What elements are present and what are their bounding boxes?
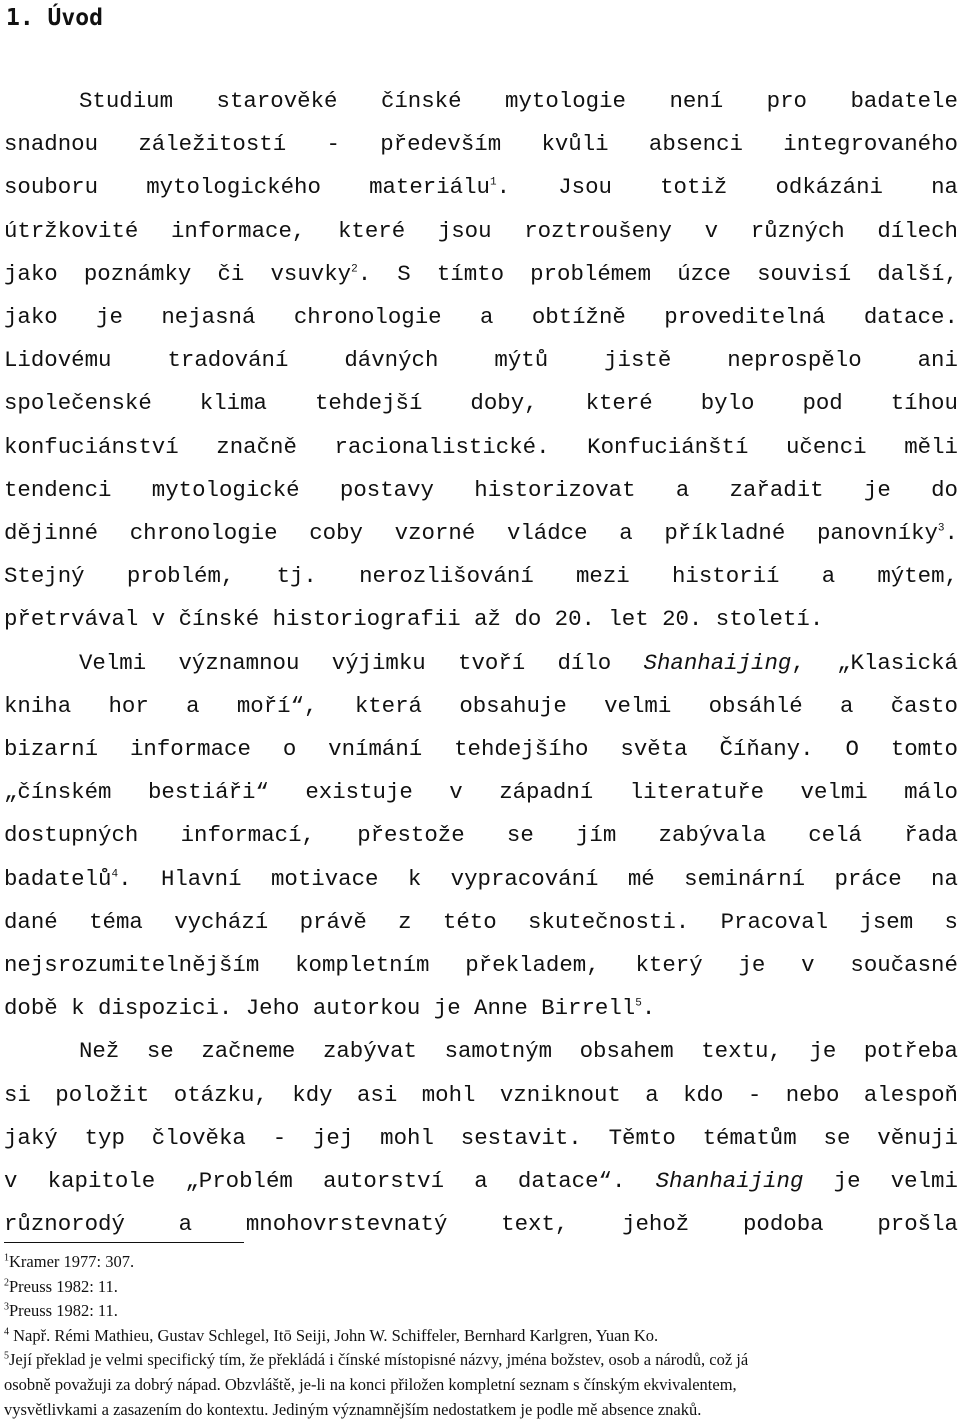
word: panovníky$^3$. bbox=[816, 520, 958, 546]
word: klima bbox=[199, 390, 267, 417]
word: autorství bbox=[323, 1168, 445, 1194]
word: položit bbox=[55, 1081, 150, 1108]
word: „Problém bbox=[185, 1168, 293, 1194]
word: celá bbox=[808, 822, 862, 849]
word: na bbox=[931, 174, 958, 201]
word: kniha bbox=[4, 692, 72, 719]
text-line bbox=[4, 215, 958, 247]
word: nejsrozumitelnějším bbox=[4, 952, 260, 978]
footnote bbox=[4, 1250, 958, 1274]
word: kdy bbox=[292, 1081, 333, 1108]
word: odkázáni bbox=[775, 174, 883, 201]
word: dílo bbox=[557, 649, 612, 676]
word: úzce bbox=[677, 260, 731, 287]
word: jaký bbox=[4, 1124, 58, 1151]
word: let bbox=[608, 606, 649, 633]
word: chronologie bbox=[129, 520, 278, 546]
footnote-number: 4 bbox=[4, 1326, 9, 1338]
text-line bbox=[4, 1122, 958, 1154]
word: se bbox=[146, 1038, 174, 1065]
word: je bbox=[863, 476, 891, 503]
footnote-text: vysvětlivkami a zasazením do kontextu. Jediným významnějším nedostatkem je podle mě absence znaků. bbox=[4, 1399, 702, 1419]
word: čínské bbox=[380, 88, 462, 114]
word: Studium bbox=[79, 88, 174, 114]
text-line bbox=[4, 906, 958, 938]
word: dispozici. bbox=[97, 995, 233, 1022]
text-line bbox=[4, 474, 958, 506]
word: badatelů$^4$. bbox=[4, 865, 132, 892]
word: překladem, bbox=[465, 952, 600, 978]
word: obtížně bbox=[531, 304, 626, 330]
word: dané bbox=[4, 908, 58, 935]
word: Birrell$^5$. bbox=[541, 995, 656, 1022]
word: samotným bbox=[444, 1038, 553, 1065]
word: začneme bbox=[201, 1038, 296, 1065]
footnote-number: 3 bbox=[4, 1301, 9, 1313]
word: mytologické bbox=[151, 476, 300, 503]
word: a bbox=[840, 692, 854, 719]
word: - bbox=[326, 131, 340, 158]
word: dějinné bbox=[4, 520, 99, 546]
word: historiografii bbox=[272, 606, 461, 633]
word: mýtů bbox=[494, 347, 549, 374]
word: přetrvával bbox=[4, 606, 139, 633]
word: světa bbox=[620, 736, 688, 762]
footnote-text: osobně považuji za dobrý nápad. Obzvláště, je-li na konci přiložen kompletní seznam s čínským ekvivalentem, bbox=[4, 1375, 737, 1394]
footnote bbox=[4, 1348, 958, 1372]
word: ani bbox=[917, 347, 958, 374]
word: pro bbox=[766, 88, 807, 114]
word: racionalistické. bbox=[334, 433, 550, 460]
word: vsuvky$^2$. bbox=[270, 260, 372, 287]
word: vzniknout bbox=[499, 1081, 621, 1108]
word: poznámky bbox=[83, 260, 192, 287]
word: moří“, bbox=[236, 692, 318, 719]
text-line bbox=[4, 301, 958, 333]
word: mnohovrstevnatý bbox=[245, 1211, 448, 1238]
word: Shanhaijing bbox=[655, 1168, 804, 1194]
word: kapitole bbox=[47, 1168, 156, 1194]
word: bizarní bbox=[4, 736, 99, 762]
word: motivace bbox=[270, 865, 379, 892]
word: vychází bbox=[174, 908, 269, 935]
word: společenské bbox=[4, 390, 152, 417]
word: právě bbox=[299, 908, 367, 935]
text-line bbox=[4, 776, 958, 808]
word: obsahuje bbox=[459, 692, 567, 719]
word: do bbox=[931, 476, 958, 503]
footnote-text: Preuss 1982: 11. bbox=[9, 1276, 118, 1296]
word: mytologického bbox=[146, 174, 321, 201]
word: útržkovité bbox=[4, 217, 139, 244]
word: prošla bbox=[877, 1211, 958, 1238]
word: mohl bbox=[421, 1081, 476, 1108]
word: roztroušeny bbox=[524, 217, 672, 244]
word: Než bbox=[79, 1038, 120, 1065]
footnote bbox=[4, 1324, 958, 1348]
word: která bbox=[354, 692, 422, 719]
word: vzorné bbox=[394, 520, 476, 546]
text-line bbox=[4, 1165, 958, 1197]
word: se bbox=[823, 1124, 851, 1151]
text-line bbox=[4, 1208, 958, 1240]
text-line bbox=[4, 387, 958, 419]
word: a bbox=[480, 304, 494, 330]
word: Konfuciánští bbox=[587, 433, 749, 460]
word: doby, bbox=[470, 390, 538, 417]
text-line bbox=[4, 733, 958, 765]
text-line bbox=[4, 171, 958, 203]
footnote-number: 5 bbox=[4, 1350, 9, 1362]
word: mytologie bbox=[505, 88, 626, 114]
word: řada bbox=[904, 822, 958, 849]
word: práce bbox=[834, 865, 902, 892]
word: z bbox=[398, 908, 412, 935]
word: století. bbox=[715, 606, 824, 633]
word: v bbox=[4, 1168, 18, 1194]
word: jako bbox=[4, 260, 58, 287]
word: nejasná bbox=[161, 304, 256, 330]
word: jsou bbox=[437, 217, 492, 244]
word: Shanhaijing, bbox=[643, 649, 805, 676]
word: sestavit. bbox=[460, 1124, 582, 1151]
footnote-reference: 4 bbox=[111, 868, 119, 881]
word: datace. bbox=[863, 304, 958, 330]
footnote bbox=[4, 1398, 958, 1422]
word: jehož bbox=[622, 1211, 690, 1238]
text-line bbox=[4, 992, 958, 1024]
word: zařadit bbox=[729, 476, 824, 503]
text-line bbox=[4, 517, 958, 549]
word: tehdejší bbox=[314, 390, 423, 417]
word: Velmi bbox=[79, 649, 147, 676]
text-line bbox=[4, 258, 958, 290]
word: autorkou bbox=[312, 995, 421, 1022]
word: mezi bbox=[576, 563, 630, 590]
word: tradování bbox=[167, 347, 289, 374]
text-line bbox=[4, 1079, 958, 1111]
footnote-text: Její překlad je velmi specifický tím, že překládá i čínské místopisné názvy, jména božstev, osob a národů, což já bbox=[9, 1350, 749, 1370]
word: jej bbox=[313, 1124, 354, 1151]
word: různých bbox=[750, 217, 845, 244]
word: další, bbox=[877, 260, 958, 287]
word: - bbox=[747, 1081, 762, 1108]
word: není bbox=[669, 88, 724, 114]
word: měli bbox=[904, 433, 958, 460]
word: tíhou bbox=[890, 390, 958, 417]
word: do bbox=[514, 606, 542, 633]
word: tehdejšího bbox=[454, 736, 589, 762]
word: který bbox=[635, 952, 703, 978]
word: kompletním bbox=[295, 952, 430, 978]
word: především bbox=[380, 131, 502, 158]
word: Lidovému bbox=[4, 347, 112, 374]
word: seminární bbox=[684, 865, 806, 892]
word: významnou bbox=[178, 649, 300, 676]
word: velmi bbox=[890, 1168, 958, 1194]
word: jsem bbox=[859, 908, 914, 935]
word: existuje bbox=[305, 779, 413, 806]
word: výjimku bbox=[331, 649, 426, 676]
word: O bbox=[845, 736, 859, 762]
word: tvoří bbox=[458, 649, 526, 676]
word: dostupných bbox=[4, 822, 139, 849]
word: obsáhlé bbox=[708, 692, 803, 719]
word: historií bbox=[671, 563, 780, 590]
word: jako bbox=[4, 304, 58, 330]
word: dávných bbox=[344, 347, 439, 374]
word: historizovat bbox=[474, 476, 636, 503]
word: tématům bbox=[702, 1124, 797, 1151]
word: vnímání bbox=[328, 736, 423, 762]
text-line bbox=[4, 863, 958, 895]
word: k bbox=[71, 995, 85, 1022]
word: Číňany. bbox=[719, 736, 814, 762]
word: věnuji bbox=[877, 1124, 958, 1151]
word: učenci bbox=[786, 433, 867, 460]
text-line bbox=[4, 603, 958, 635]
word: chronologie bbox=[293, 304, 442, 330]
word: je bbox=[809, 1038, 837, 1065]
word: člověka bbox=[151, 1124, 246, 1151]
text-line bbox=[4, 344, 958, 376]
footnote-reference: 1 bbox=[490, 176, 497, 189]
word: je bbox=[833, 1168, 861, 1194]
word: pod bbox=[802, 390, 843, 417]
word: v bbox=[704, 217, 719, 244]
word: mé bbox=[627, 865, 655, 892]
word: a bbox=[675, 476, 690, 503]
footnote-text: Preuss 1982: 11. bbox=[9, 1301, 118, 1321]
word: vypracování bbox=[450, 865, 599, 892]
word: konfuciánství bbox=[4, 433, 179, 460]
word: době bbox=[4, 995, 58, 1022]
word: „čínském bbox=[4, 779, 112, 806]
word: informace, bbox=[171, 217, 306, 244]
word: Jsou bbox=[558, 174, 612, 201]
word: otázku, bbox=[173, 1081, 268, 1108]
word: málo bbox=[904, 779, 958, 806]
word: současné bbox=[850, 952, 958, 978]
word: materiálu$^1$. bbox=[369, 174, 511, 201]
word: Anne bbox=[474, 995, 528, 1022]
word: s bbox=[944, 908, 958, 935]
footnote-number: 1 bbox=[4, 1252, 9, 1264]
footnote bbox=[4, 1299, 958, 1323]
word: hor bbox=[108, 692, 149, 719]
word: a bbox=[474, 1168, 488, 1194]
word: skutečnosti. bbox=[528, 908, 690, 935]
text-line bbox=[79, 85, 958, 117]
text-line bbox=[4, 128, 958, 160]
word: a bbox=[821, 563, 836, 590]
word: bylo bbox=[700, 390, 755, 417]
text-line bbox=[4, 690, 958, 722]
word: které bbox=[585, 390, 653, 417]
word: informací, bbox=[180, 822, 315, 849]
word: starověké bbox=[216, 88, 338, 114]
word: téma bbox=[89, 908, 143, 935]
word: mohl bbox=[380, 1124, 434, 1151]
word: absenci bbox=[648, 131, 743, 158]
word: si bbox=[4, 1081, 31, 1108]
text-line bbox=[79, 647, 958, 679]
word: typ bbox=[84, 1124, 125, 1151]
word: totiž bbox=[660, 174, 728, 201]
word: Těmto bbox=[608, 1124, 676, 1151]
word: zabývat bbox=[322, 1038, 417, 1065]
word: mýtem, bbox=[877, 563, 958, 590]
word: záležitostí bbox=[138, 131, 287, 158]
footnote-text: Např. Rémi Mathieu, Gustav Schlegel, Itō Seiji, John W. Schiffeler, Bernhard Karlgren, Yuan Ko. bbox=[9, 1325, 659, 1345]
footnote bbox=[4, 1275, 958, 1299]
word: této bbox=[442, 908, 497, 935]
word: Jeho bbox=[245, 995, 300, 1022]
word: dílech bbox=[877, 217, 958, 244]
word: Stejný bbox=[4, 563, 85, 590]
word: tj. bbox=[276, 563, 317, 590]
word: jistě bbox=[604, 347, 672, 374]
word: značně bbox=[216, 433, 297, 460]
word: na bbox=[931, 865, 958, 892]
word: - bbox=[272, 1124, 287, 1151]
word: západní bbox=[499, 779, 594, 806]
word: problémem bbox=[530, 260, 652, 287]
word: 20. bbox=[554, 606, 595, 633]
word: které bbox=[338, 217, 406, 244]
word: badatele bbox=[850, 88, 958, 114]
footnote bbox=[4, 1373, 958, 1397]
word: integrovaného bbox=[783, 131, 958, 158]
word: či bbox=[217, 260, 245, 287]
word: velmi bbox=[604, 692, 672, 719]
word: text, bbox=[501, 1211, 569, 1238]
word: různorodý bbox=[4, 1211, 125, 1238]
word: bestiáři“ bbox=[147, 779, 269, 806]
word: kdo bbox=[683, 1081, 724, 1108]
footnote-reference: 5 bbox=[635, 997, 642, 1010]
word: 20. bbox=[662, 606, 703, 633]
word: tímto bbox=[436, 260, 505, 287]
word: v bbox=[151, 606, 166, 633]
word: se bbox=[506, 822, 534, 849]
word: proveditelná bbox=[664, 304, 826, 330]
word: k bbox=[407, 865, 422, 892]
word: textu, bbox=[701, 1038, 782, 1065]
word: informace bbox=[129, 736, 251, 762]
word: tomto bbox=[890, 736, 958, 762]
word: „Klasická bbox=[837, 649, 958, 676]
word: problém, bbox=[126, 563, 235, 590]
word: nerozlišování bbox=[359, 563, 534, 590]
word: příkladné bbox=[664, 520, 786, 546]
word: potřeba bbox=[863, 1038, 958, 1065]
word: obsahem bbox=[579, 1038, 674, 1065]
word: v bbox=[449, 779, 463, 806]
text-line bbox=[4, 949, 958, 981]
word: je bbox=[433, 995, 461, 1022]
word: neprospělo bbox=[727, 347, 862, 374]
word: je bbox=[96, 304, 123, 330]
word: a bbox=[186, 692, 200, 719]
footnote-separator bbox=[4, 1242, 244, 1243]
word: jím bbox=[576, 822, 617, 849]
word: o bbox=[282, 736, 297, 762]
word: nebo bbox=[785, 1081, 840, 1108]
word: coby bbox=[309, 520, 363, 546]
word: snadnou bbox=[4, 131, 99, 158]
footnote-reference: 2 bbox=[351, 263, 358, 276]
footnote-reference: 3 bbox=[937, 522, 945, 535]
word: Hlavní bbox=[160, 865, 242, 892]
word: velmi bbox=[800, 779, 868, 806]
footnote-text: Kramer 1977: 307. bbox=[9, 1252, 135, 1271]
word: podoba bbox=[742, 1211, 824, 1238]
word: v bbox=[801, 952, 815, 978]
word: a bbox=[178, 1211, 193, 1238]
word: asi bbox=[357, 1081, 398, 1108]
word: S bbox=[397, 260, 411, 287]
word: postavy bbox=[339, 476, 434, 503]
word: tendenci bbox=[4, 476, 112, 503]
footnote-number: 2 bbox=[4, 1277, 9, 1289]
word: zabývala bbox=[658, 822, 767, 849]
word: čínské bbox=[178, 606, 260, 633]
word: alespoň bbox=[863, 1081, 958, 1108]
text-line bbox=[4, 819, 958, 851]
word: často bbox=[890, 692, 958, 719]
word: je bbox=[738, 952, 766, 978]
word: vládce bbox=[506, 520, 588, 546]
word: literatuře bbox=[629, 779, 765, 806]
word: až bbox=[474, 606, 501, 633]
word: Pracoval bbox=[720, 908, 829, 935]
word: datace“. bbox=[517, 1168, 626, 1194]
text-line bbox=[4, 560, 958, 592]
word: kvůli bbox=[541, 131, 609, 158]
text-line bbox=[79, 1035, 958, 1067]
word: souboru bbox=[4, 174, 99, 201]
word: přestože bbox=[357, 822, 465, 849]
section-heading: 1. Úvod bbox=[6, 5, 103, 31]
text-line bbox=[4, 431, 958, 463]
word: a bbox=[619, 520, 633, 546]
word: a bbox=[645, 1081, 659, 1108]
word: souvisí bbox=[757, 260, 852, 287]
